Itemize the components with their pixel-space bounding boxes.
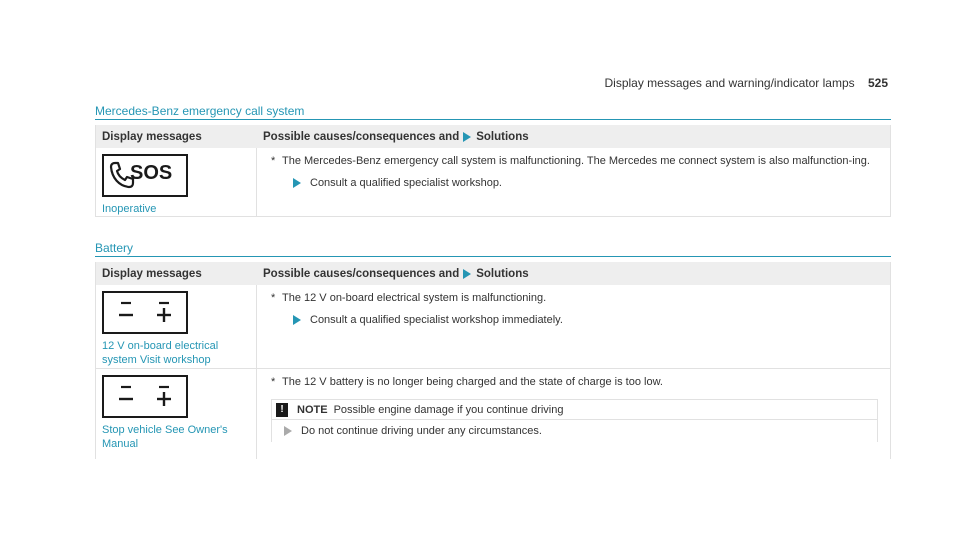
battery-table — [95, 262, 891, 459]
emergency-call-table — [95, 125, 891, 217]
note-label: NOTE — [297, 403, 328, 416]
cause-item — [271, 154, 878, 168]
cause-item — [271, 291, 878, 305]
action-text: Do not continue driving under any circumstances. — [301, 425, 542, 437]
display-message-cell — [96, 369, 257, 459]
arrow-right-icon — [463, 269, 471, 279]
page-header-title: Display messages and warning/indicator lamps — [604, 76, 855, 90]
action-text: Consult a qualified specialist workshop. — [310, 177, 502, 189]
page-number: 525 — [867, 76, 888, 90]
cause-text: The Mercedes-Benz emergency call system is malfunctioning. The Mercedes me connect system is also malfunction-ing. — [282, 155, 870, 167]
table-header — [96, 125, 890, 148]
header-causes-solutions — [257, 268, 890, 280]
section-title-battery: Battery — [95, 241, 134, 255]
cause-text: The 12 V battery is no longer being charged and the state of charge is too low. — [282, 376, 663, 388]
table-row — [96, 285, 890, 369]
causes-cell — [257, 285, 890, 368]
bullet-asterisk: * — [271, 376, 276, 388]
causes-cell — [257, 369, 890, 459]
message-label: 12 V on-board electrical system Visit workshop — [102, 340, 219, 366]
battery-icon — [102, 291, 188, 334]
cause-text: The 12 V on-board electrical system is malfunctioning. — [282, 292, 547, 304]
action-item — [271, 313, 878, 327]
action-text: Consult a qualified specialist workshop immediately. — [310, 314, 563, 326]
note-body — [272, 420, 877, 442]
bullet-asterisk: * — [271, 292, 276, 304]
sos-icon-text: SOS — [130, 161, 173, 184]
table-row — [96, 148, 890, 216]
message-label: Inoperative — [102, 203, 157, 215]
page-header — [605, 76, 889, 90]
causes-cell — [257, 148, 890, 216]
display-message-cell — [96, 148, 257, 216]
action-arrow-icon — [293, 315, 301, 325]
table-row — [96, 369, 890, 459]
arrow-right-icon — [463, 132, 471, 142]
bullet-asterisk: * — [271, 155, 276, 167]
header-display-messages: Display messages — [102, 130, 202, 143]
cause-item — [271, 375, 878, 389]
header-causes: Possible causes/consequences and — [263, 267, 460, 280]
message-label: Stop vehicle See Owner's Manual — [102, 424, 228, 450]
action-arrow-icon — [293, 178, 301, 188]
sos-phone-icon — [102, 154, 188, 197]
display-message-cell — [96, 285, 257, 368]
section-rule — [95, 256, 891, 257]
battery-icon — [102, 375, 188, 418]
section-rule — [95, 119, 891, 120]
action-arrow-icon — [284, 426, 292, 436]
action-item — [271, 176, 878, 190]
header-causes: Possible causes/consequences and — [263, 130, 460, 143]
note-header — [272, 400, 877, 420]
table-bottom-rule — [96, 216, 890, 217]
header-solutions: Solutions — [476, 267, 529, 280]
warning-icon: ! — [276, 403, 288, 417]
table-header — [96, 262, 890, 285]
section-title-emergency-call: Mercedes-Benz emergency call system — [95, 104, 305, 118]
header-display-messages: Display messages — [102, 267, 202, 280]
header-causes-solutions — [257, 131, 890, 143]
action-item — [272, 424, 542, 438]
note-text: Possible engine damage if you continue driving — [333, 403, 564, 416]
header-solutions: Solutions — [476, 130, 529, 143]
note-box — [271, 399, 878, 442]
